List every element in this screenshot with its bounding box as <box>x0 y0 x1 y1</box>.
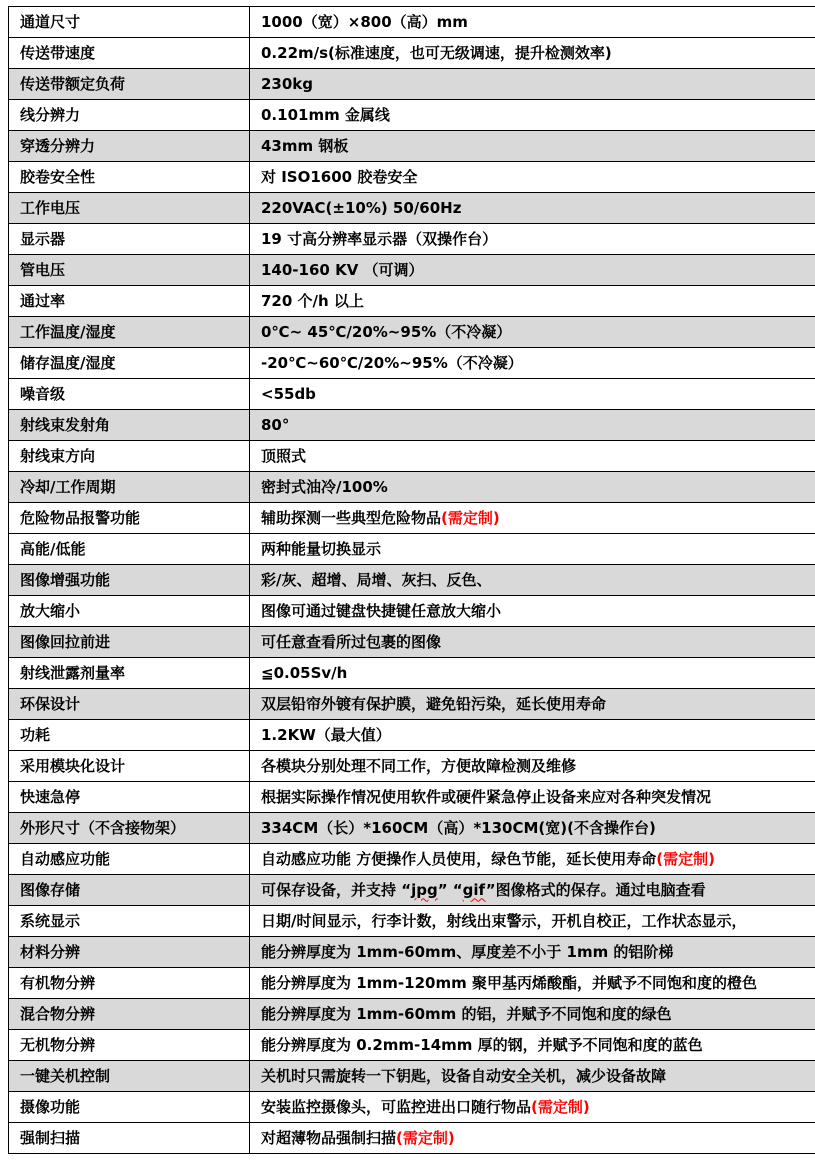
spec-value-cell <box>250 162 815 193</box>
spec-value-cell <box>250 906 815 937</box>
spec-label-cell: 管电压 <box>9 255 250 286</box>
table-row <box>9 999 815 1030</box>
spec-value-cell <box>250 627 815 658</box>
spec-value-text: 43mm 钢板 <box>261 136 349 155</box>
spec-value-text: 1.2KW（最大值） <box>261 725 391 744</box>
spec-value-cell <box>250 937 815 968</box>
spec-label-cell: 系统显示 <box>9 906 250 937</box>
spec-value-cell <box>250 1123 815 1154</box>
spec-value-text: -20℃~60℃/20%~95%（不冷凝） <box>261 353 523 372</box>
customization-required-note: (需定制) <box>396 1128 455 1147</box>
spec-label-cell: 高能/低能 <box>9 534 250 565</box>
table-row <box>9 410 815 441</box>
spec-label-cell: 外形尺寸（不含接物架） <box>9 813 250 844</box>
spec-value-text: 80° <box>261 415 290 434</box>
spec-value-text: 辅助探测一些典型危险物品 <box>261 508 442 527</box>
spec-label-cell: 胶卷安全性 <box>9 162 250 193</box>
spec-value-text: 能分辨厚度为 1mm-60mm、厚度差不小于 1mm 的铝阶梯 <box>261 942 674 961</box>
spec-value-cell <box>250 69 815 100</box>
table-row <box>9 875 815 906</box>
spec-value-text: 关机时只需旋转一下钥匙，设备自动安全关机，减少设备故障 <box>261 1066 667 1085</box>
spec-value-cell <box>250 472 815 503</box>
spec-value-text: 彩/灰、超增、局增、灰扫、反色、 <box>261 570 492 589</box>
table-row <box>9 1061 815 1092</box>
spec-value-cell <box>250 1061 815 1092</box>
spec-value-cell <box>250 999 815 1030</box>
spec-value-cell <box>250 348 815 379</box>
spellcheck-flagged-text: gif <box>462 880 486 899</box>
spec-label-cell: 混合物分辨 <box>9 999 250 1030</box>
spec-value-cell <box>250 751 815 782</box>
spec-label-cell: 一键关机控制 <box>9 1061 250 1092</box>
spec-value-text: 各模块分别处理不同工作，方便故障检测及维修 <box>261 756 577 775</box>
spec-value-cell <box>250 441 815 472</box>
table-row <box>9 751 815 782</box>
spec-value-cell <box>250 720 815 751</box>
spec-value-text: 可任意查看所过包裹的图像 <box>261 632 442 651</box>
spec-value-cell <box>250 1030 815 1061</box>
spec-label-cell: 放大缩小 <box>9 596 250 627</box>
spec-value-text: 334CM（长）*160CM（高）*130CM(宽)(不含操作台) <box>261 818 656 837</box>
spec-value-text: 对 ISO1600 胶卷安全 <box>261 167 418 186</box>
spec-value-cell <box>250 596 815 627</box>
spec-label-cell: 环保设计 <box>9 689 250 720</box>
table-row <box>9 1030 815 1061</box>
spec-value-cell <box>250 286 815 317</box>
table-row <box>9 689 815 720</box>
spec-value-text: 0.22m/s(标准速度，也可无级调速，提升检测效率) <box>261 43 612 62</box>
spec-value-text: 19 寸高分辨率显示器（双操作台） <box>261 229 498 248</box>
spec-value-text: 密封式油冷/100% <box>261 477 388 496</box>
spec-value-text: 0℃~ 45℃/20%~95%（不冷凝） <box>261 322 512 341</box>
table-row <box>9 7 815 38</box>
spec-value-cell <box>250 1092 815 1123</box>
spec-value-text: 顶照式 <box>261 446 307 465</box>
spec-value-text: 两种能量切换显示 <box>261 539 382 558</box>
table-row <box>9 596 815 627</box>
table-row <box>9 379 815 410</box>
spec-value-cell <box>250 193 815 224</box>
table-row <box>9 317 815 348</box>
spec-value-cell <box>250 968 815 999</box>
spellcheck-flagged-text: jpg <box>411 880 438 899</box>
spec-label-cell: 功耗 <box>9 720 250 751</box>
spec-value-text: 日期/时间显示，行李计数，射线出束警示，开机自校正，工作状态显示， <box>261 911 747 930</box>
spec-value-text: 能分辨厚度为 1mm-120mm 聚甲基丙烯酸酯，并赋予不同饱和度的橙色 <box>261 973 757 992</box>
spec-label-cell: 图像回拉前进 <box>9 627 250 658</box>
table-row <box>9 906 815 937</box>
spec-value-cell <box>250 875 815 906</box>
table-row <box>9 131 815 162</box>
spec-value-text: ≦0.05Sv/h <box>261 663 348 682</box>
spec-label-cell: 通过率 <box>9 286 250 317</box>
spec-label-cell: 图像存储 <box>9 875 250 906</box>
customization-required-note: (需定制) <box>531 1097 590 1116</box>
table-row <box>9 38 815 69</box>
spec-label-cell: 图像增强功能 <box>9 565 250 596</box>
spec-value-text: 安装监控摄像头，可监控进出口随行物品 <box>261 1097 532 1116</box>
spec-value-text: 230kg <box>261 74 314 93</box>
table-row <box>9 441 815 472</box>
spec-label-cell: 通道尺寸 <box>9 7 250 38</box>
table-row <box>9 782 815 813</box>
spec-value-text: 可保存设备，并支持 “ <box>261 880 412 899</box>
table-row <box>9 565 815 596</box>
spec-value-text: 0.101mm 金属线 <box>261 105 390 124</box>
spec-label-cell: 无机物分辨 <box>9 1030 250 1061</box>
spec-label-cell: 线分辨力 <box>9 100 250 131</box>
table-row <box>9 255 815 286</box>
table-row <box>9 1123 815 1154</box>
spec-value-text: 140-160 KV （可调） <box>261 260 424 279</box>
spec-value-cell <box>250 38 815 69</box>
spec-label-cell: 传送带额定负荷 <box>9 69 250 100</box>
table-row <box>9 162 815 193</box>
table-row <box>9 813 815 844</box>
spec-value-cell <box>250 844 815 875</box>
spec-value-cell <box>250 689 815 720</box>
table-row <box>9 1092 815 1123</box>
spec-label-cell: 工作电压 <box>9 193 250 224</box>
table-row <box>9 69 815 100</box>
spec-label-cell: 快速急停 <box>9 782 250 813</box>
table-row <box>9 224 815 255</box>
table-row <box>9 720 815 751</box>
spec-label-cell: 冷却/工作周期 <box>9 472 250 503</box>
spec-value-cell <box>250 410 815 441</box>
spec-label-cell: 采用模块化设计 <box>9 751 250 782</box>
customization-required-note: (需定制) <box>656 849 715 868</box>
table-row <box>9 503 815 534</box>
spec-value-cell <box>250 379 815 410</box>
spec-label-cell: 工作温度/湿度 <box>9 317 250 348</box>
table-row <box>9 534 815 565</box>
spec-value-cell <box>250 658 815 689</box>
spec-label-cell: 显示器 <box>9 224 250 255</box>
spec-value-cell <box>250 100 815 131</box>
spec-value-text: 自动感应功能 方便操作人员使用，绿色节能，延长使用寿命 <box>261 849 657 868</box>
spec-label-cell: 传送带速度 <box>9 38 250 69</box>
spec-label-cell: 射线束发射角 <box>9 410 250 441</box>
spec-value-cell <box>250 813 815 844</box>
spec-label-cell: 储存温度/湿度 <box>9 348 250 379</box>
table-row <box>9 100 815 131</box>
spec-value-text: 220VAC(±10%) 50/60Hz <box>261 198 462 217</box>
spec-value-cell <box>250 534 815 565</box>
spec-label-cell: 穿透分辨力 <box>9 131 250 162</box>
table-row <box>9 937 815 968</box>
spec-label-cell: 射线束方向 <box>9 441 250 472</box>
spec-label-cell: 自动感应功能 <box>9 844 250 875</box>
spec-value-text: <55db <box>261 384 316 403</box>
spec-value-text: 对超薄物品强制扫描 <box>261 1128 397 1147</box>
customization-required-note: (需定制) <box>441 508 500 527</box>
spec-label-cell: 强制扫描 <box>9 1123 250 1154</box>
spec-label-cell: 摄像功能 <box>9 1092 250 1123</box>
spec-value-text: ” “ <box>437 880 463 899</box>
spec-value-text: ”图像格式的保存。通过电脑查看 <box>485 880 706 899</box>
spec-value-cell <box>250 255 815 286</box>
spec-value-cell <box>250 224 815 255</box>
table-row <box>9 844 815 875</box>
spec-value-cell <box>250 7 815 38</box>
spec-value-cell <box>250 131 815 162</box>
table-row <box>9 968 815 999</box>
table-row <box>9 658 815 689</box>
spec-value-text: 根据实际操作情况使用软件或硬件紧急停止设备来应对各种突发情况 <box>261 787 712 806</box>
table-row <box>9 627 815 658</box>
spec-value-text: 图像可通过键盘快捷键任意放大缩小 <box>261 601 502 620</box>
spec-value-text: 720 个/h 以上 <box>261 291 364 310</box>
spec-label-cell: 有机物分辨 <box>9 968 250 999</box>
spec-value-text: 双层铅帘外镀有保护膜，避免铅污染，延长使用寿命 <box>261 694 607 713</box>
table-row <box>9 193 815 224</box>
spec-value-cell <box>250 565 815 596</box>
spec-value-cell <box>250 317 815 348</box>
spec-label-cell: 材料分辨 <box>9 937 250 968</box>
spec-value-text: 能分辨厚度为 1mm-60mm 的铝，并赋予不同饱和度的绿色 <box>261 1004 672 1023</box>
spec-value-text: 1000（宽）×800（高）mm <box>261 12 468 31</box>
spec-label-cell: 射线泄露剂量率 <box>9 658 250 689</box>
spec-table-body <box>9 7 815 1154</box>
table-row <box>9 286 815 317</box>
spec-value-cell <box>250 503 815 534</box>
spec-table <box>8 6 815 1154</box>
spec-label-cell: 噪音级 <box>9 379 250 410</box>
spec-value-text: 能分辨厚度为 0.2mm-14mm 厚的钢，并赋予不同饱和度的蓝色 <box>261 1035 703 1054</box>
table-row <box>9 348 815 379</box>
table-row <box>9 472 815 503</box>
spec-value-cell <box>250 782 815 813</box>
spec-label-cell: 危险物品报警功能 <box>9 503 250 534</box>
